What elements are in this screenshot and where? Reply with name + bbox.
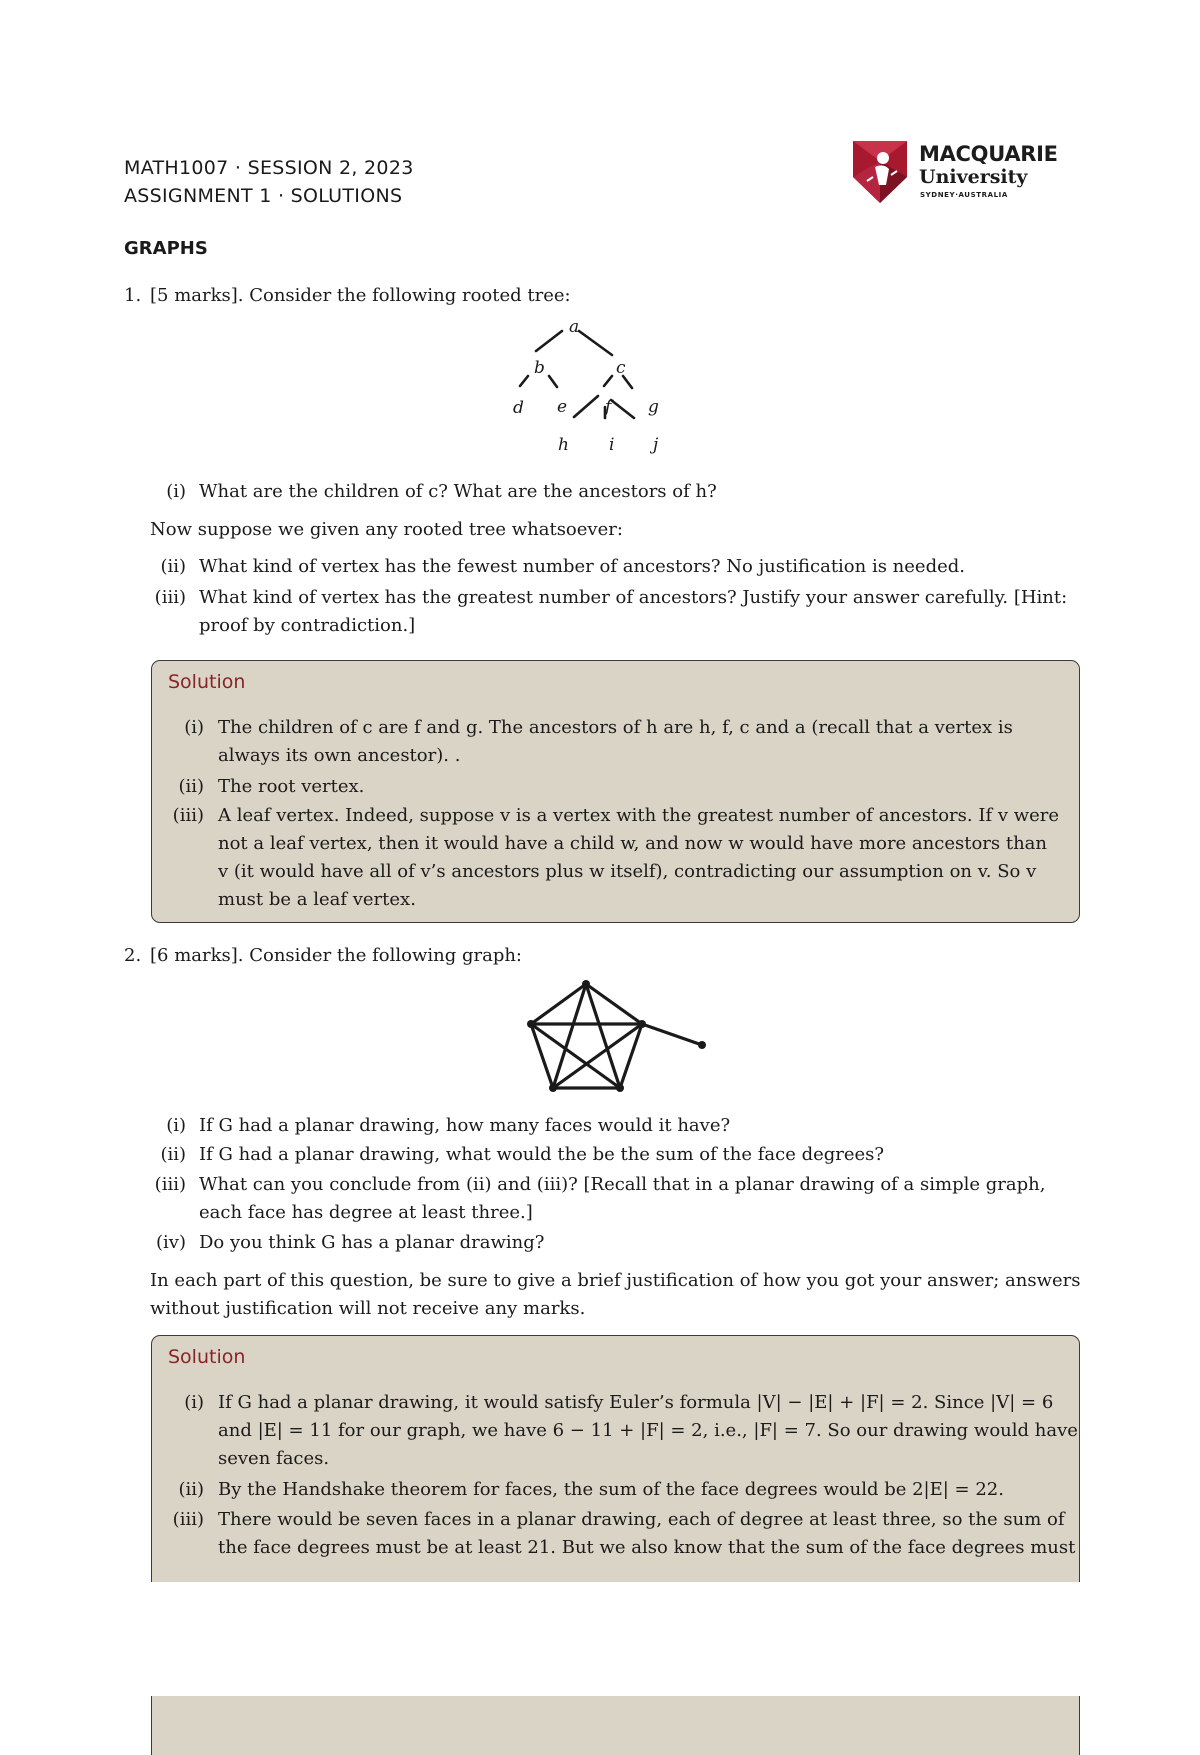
- q1-part-ii-text: What kind of vertex has the fewest number of ancestors? No justification is needed.: [199, 556, 965, 577]
- q2-intro: [6 marks]. Consider the following graph:: [150, 945, 522, 966]
- q2-sol-iii-label: (iii): [172, 1509, 204, 1530]
- q2-part-iii-line2: each face has degree at least three.]: [199, 1202, 533, 1223]
- q1-sol-iii-line3: v (it would have all of v’s ancestors plus w itself), contradicting our assumption on v. So v: [218, 861, 1037, 882]
- graph-edge: [531, 1024, 620, 1088]
- tree-label-c: c: [616, 358, 626, 378]
- graph-edge: [586, 984, 620, 1088]
- graph-vertex-pendant: [698, 1041, 706, 1049]
- q1-part-iii-label: (iii): [154, 587, 186, 608]
- logo-subtitle: University: [919, 166, 1028, 188]
- tree-edge-b-d: [520, 376, 528, 386]
- q2-sol-i-line2: and |E| = 11 for our graph, we have 6 − 11 + |F| = 2, i.e., |F| = 7. So our drawing would have: [218, 1420, 1078, 1441]
- university-logo: [853, 141, 1063, 205]
- q1-sol-iii-line2: not a leaf vertex, then it would have a child w, and now w would have more ancestors than: [218, 833, 1048, 854]
- q2-part-iii-line1: What can you conclude from (ii) and (iii)? [Recall that in a planar drawing of a simple graph,: [199, 1174, 1046, 1195]
- graph-vertex: [582, 980, 590, 988]
- graph-edge-pendant: [642, 1024, 702, 1045]
- q1-sol-iii-label: (iii): [172, 805, 204, 826]
- tree-label-a: a: [569, 317, 580, 337]
- q2-sol-i-line3: seven faces.: [218, 1448, 330, 1469]
- assignment-line: ASSIGNMENT 1 · SOLUTIONS: [124, 185, 403, 207]
- course-header: [124, 154, 414, 210]
- q2-part-i-text: If G had a planar drawing, how many faces would it have?: [199, 1115, 731, 1136]
- q2-sol-i-label: (i): [184, 1392, 204, 1413]
- tree-edge-a-b: [536, 331, 562, 351]
- q1-part-ii-label: (ii): [160, 556, 186, 577]
- tree-edge-f-h: [574, 396, 598, 417]
- tree-label-d: d: [513, 398, 524, 418]
- q2-sol-iii-line1: There would be seven faces in a planar drawing, each of degree at least three, so the sum of: [218, 1509, 1065, 1530]
- q1-part-iii-line1: What kind of vertex has the greatest number of ancestors? Justify your answer carefully. [Hint:: [199, 587, 1068, 608]
- q2-sol-i-line1: If G had a planar drawing, it would satisfy Euler’s formula |V| − |E| + |F| = 2. Since |V| = 6: [218, 1392, 1054, 1413]
- q2-part-ii-label: (ii): [160, 1144, 186, 1165]
- section-title: GRAPHS: [124, 238, 208, 259]
- graph-edge: [586, 984, 642, 1024]
- pentagram-graph-diagram: [520, 975, 720, 1095]
- q2-part-iv-text: Do you think G has a planar drawing?: [199, 1232, 545, 1253]
- tree-edge-a-c: [579, 331, 612, 355]
- q2-solution-title: Solution: [168, 1346, 246, 1368]
- tree-edge-c-f: [604, 376, 612, 386]
- q2-note-line2: without justification will not receive any marks.: [150, 1298, 586, 1319]
- q2-part-i-label: (i): [166, 1115, 186, 1136]
- q1-part-i-label: (i): [166, 481, 186, 502]
- tree-edge-f-j: [611, 400, 634, 418]
- tree-label-g: g: [648, 397, 659, 417]
- q2-number: 2.: [124, 945, 142, 966]
- rooted-tree-diagram: [513, 317, 720, 458]
- q2-part-iv-label: (iv): [156, 1232, 186, 1253]
- graph-vertex: [527, 1020, 535, 1028]
- q1-sol-i-label: (i): [184, 717, 204, 738]
- q1-sol-i-line1: The children of c are f and g. The ancestors of h are h, f, c and a (recall that a vertex is: [218, 717, 1013, 738]
- q1-number: 1.: [124, 285, 142, 306]
- tree-label-f: f: [605, 397, 612, 417]
- tree-label-i: i: [609, 435, 615, 455]
- logo-name: MACQUARIE: [919, 142, 1058, 166]
- logo-shield-icon: [853, 141, 907, 203]
- logo-location: SYDNEY·AUSTRALIA: [920, 191, 1008, 199]
- tree-label-e: e: [557, 397, 568, 417]
- q1-sol-i-line2: always its own ancestor). .: [218, 745, 461, 766]
- tree-edge-b-e: [549, 376, 557, 387]
- page-bottom-margin: [0, 1582, 1200, 1696]
- graph-edge: [553, 1024, 642, 1088]
- q2-sol-ii-label: (ii): [178, 1479, 204, 1500]
- q2-sol-iii-line2: the face degrees must be at least 21. But we also know that the sum of the face degrees must: [218, 1537, 1076, 1558]
- course-line: MATH1007 · SESSION 2, 2023: [124, 157, 414, 179]
- tree-label-b: b: [534, 358, 545, 378]
- graph-vertex: [549, 1084, 557, 1092]
- q1-intro: [5 marks]. Consider the following rooted tree:: [150, 285, 571, 306]
- graph-vertex: [638, 1020, 646, 1028]
- q1-solution-box: [151, 660, 1080, 923]
- q2-note-line1: In each part of this question, be sure to give a brief justification of how you got your answer; answers: [150, 1270, 1081, 1291]
- graph-edge: [531, 984, 586, 1024]
- tree-label-j: j: [653, 435, 659, 455]
- q1-part-iii-line2: proof by contradiction.]: [199, 615, 416, 636]
- q1-sol-iii-line4: must be a leaf vertex.: [218, 889, 416, 910]
- q1-sol-ii-text: The root vertex.: [218, 776, 365, 797]
- q2-part-iii-label: (iii): [154, 1174, 186, 1195]
- graph-vertex: [616, 1084, 624, 1092]
- q1-solution-title: Solution: [168, 671, 246, 693]
- q2-sol-ii-text: By the Handshake theorem for faces, the sum of the face degrees would be 2|E| = 22.: [218, 1479, 1004, 1500]
- q1-sol-ii-label: (ii): [178, 776, 204, 797]
- tree-label-h: h: [558, 435, 569, 455]
- q1-sol-iii-line1: A leaf vertex. Indeed, suppose v is a vertex with the greatest number of ancestors. If v were: [218, 805, 1060, 826]
- q1-now-suppose: Now suppose we given any rooted tree whatsoever:: [150, 519, 623, 540]
- q1-part-i-text: What are the children of c? What are the ancestors of h?: [199, 481, 717, 502]
- graph-edge: [553, 984, 586, 1088]
- q2-part-ii-text: If G had a planar drawing, what would the be the sum of the face degrees?: [199, 1144, 885, 1165]
